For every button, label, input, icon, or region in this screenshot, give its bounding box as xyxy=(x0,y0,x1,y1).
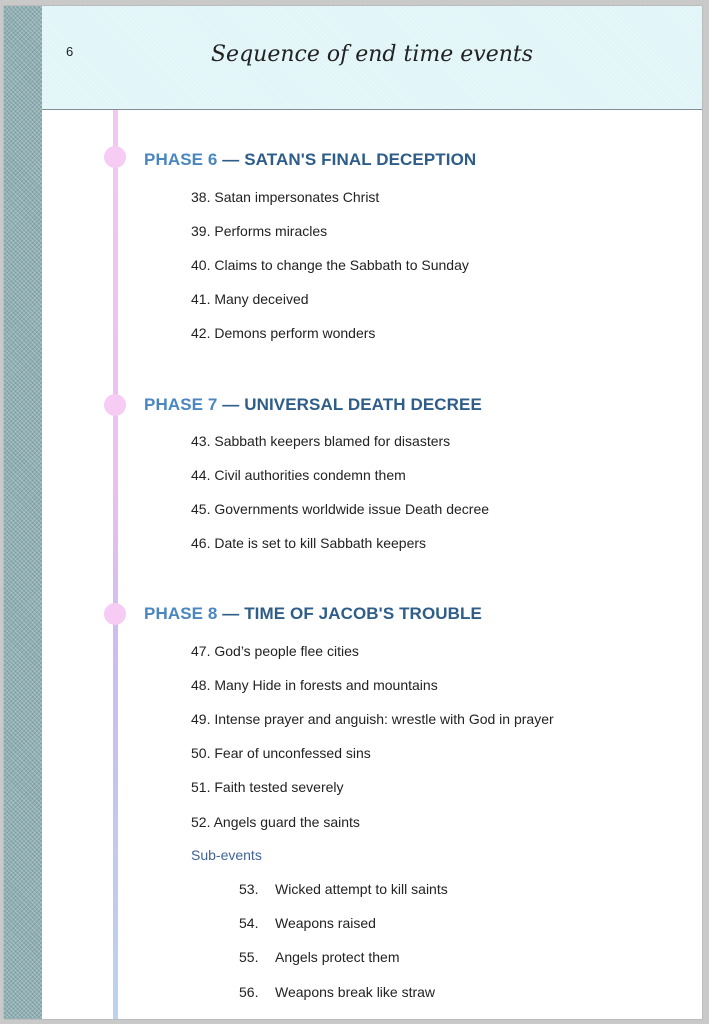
sub-event-text: Weapons break like straw xyxy=(275,984,436,1000)
phase-8-separator: — xyxy=(217,604,245,623)
phase-7-heading xyxy=(144,395,482,415)
list-item: 41. Many deceived xyxy=(191,291,309,307)
list-item: 49. Intense prayer and anguish: wrestle with God in prayer xyxy=(191,711,554,727)
list-item: 39. Performs miracles xyxy=(191,223,328,239)
list-item: 52. Angels guard the saints xyxy=(191,814,360,830)
sub-event-number: 54. xyxy=(239,915,259,931)
sub-events-label: Sub-events xyxy=(191,847,262,863)
list-item: 43. Sabbath keepers blamed for disasters xyxy=(191,433,451,449)
list-item: 45. Governments worldwide issue Death decree xyxy=(191,501,490,517)
timeline-dot-phase-8 xyxy=(104,603,126,625)
list-item: 44. Civil authorities condemn them xyxy=(191,467,406,483)
sub-event-text: Angels protect them xyxy=(275,949,400,965)
list-item: 42. Demons perform wonders xyxy=(191,325,376,341)
phase-7-label: PHASE 7 xyxy=(144,395,218,414)
timeline-line xyxy=(113,110,118,1019)
timeline-dot-phase-6 xyxy=(104,146,126,168)
sub-event-text: Weapons raised xyxy=(275,915,376,931)
document-page xyxy=(4,6,702,1019)
sub-event-number: 55. xyxy=(239,949,259,965)
list-item: 50. Fear of unconfessed sins xyxy=(191,745,371,761)
page-number: 6 xyxy=(66,44,74,59)
sub-event-number: 53. xyxy=(239,881,259,897)
sub-event-item xyxy=(239,949,400,965)
sub-event-item xyxy=(239,881,448,897)
timeline-dot-phase-7 xyxy=(104,394,126,416)
phase-7-title: UNIVERSAL DEATH DECREE xyxy=(244,395,482,414)
list-item: 47. God’s people flee cities xyxy=(191,643,359,659)
phase-6-label: PHASE 6 xyxy=(144,150,218,169)
phase-7-separator: — xyxy=(217,395,245,414)
sub-event-text: Wicked attempt to kill saints xyxy=(275,881,448,897)
list-item: 48. Many Hide in forests and mountains xyxy=(191,677,438,693)
page-title: Sequence of end time events xyxy=(210,42,534,67)
decorative-side-strip xyxy=(4,6,42,1019)
phase-8-heading xyxy=(144,604,482,624)
list-item: 40. Claims to change the Sabbath to Sunday xyxy=(191,257,469,273)
phase-6-separator: — xyxy=(217,150,245,169)
phase-8-label: PHASE 8 xyxy=(144,604,218,623)
sub-event-item xyxy=(239,915,376,931)
phase-6-heading xyxy=(144,150,476,170)
list-item: 51. Faith tested severely xyxy=(191,779,344,795)
phase-6-title: SATAN'S FINAL DECEPTION xyxy=(244,150,477,169)
sub-event-number: 56. xyxy=(239,984,259,1000)
page-header xyxy=(42,6,702,110)
sub-event-item xyxy=(239,984,435,1000)
list-item: 46. Date is set to kill Sabbath keepers xyxy=(191,535,427,551)
list-item: 38. Satan impersonates Christ xyxy=(191,189,380,205)
phase-8-title: TIME OF JACOB'S TROUBLE xyxy=(244,604,482,623)
